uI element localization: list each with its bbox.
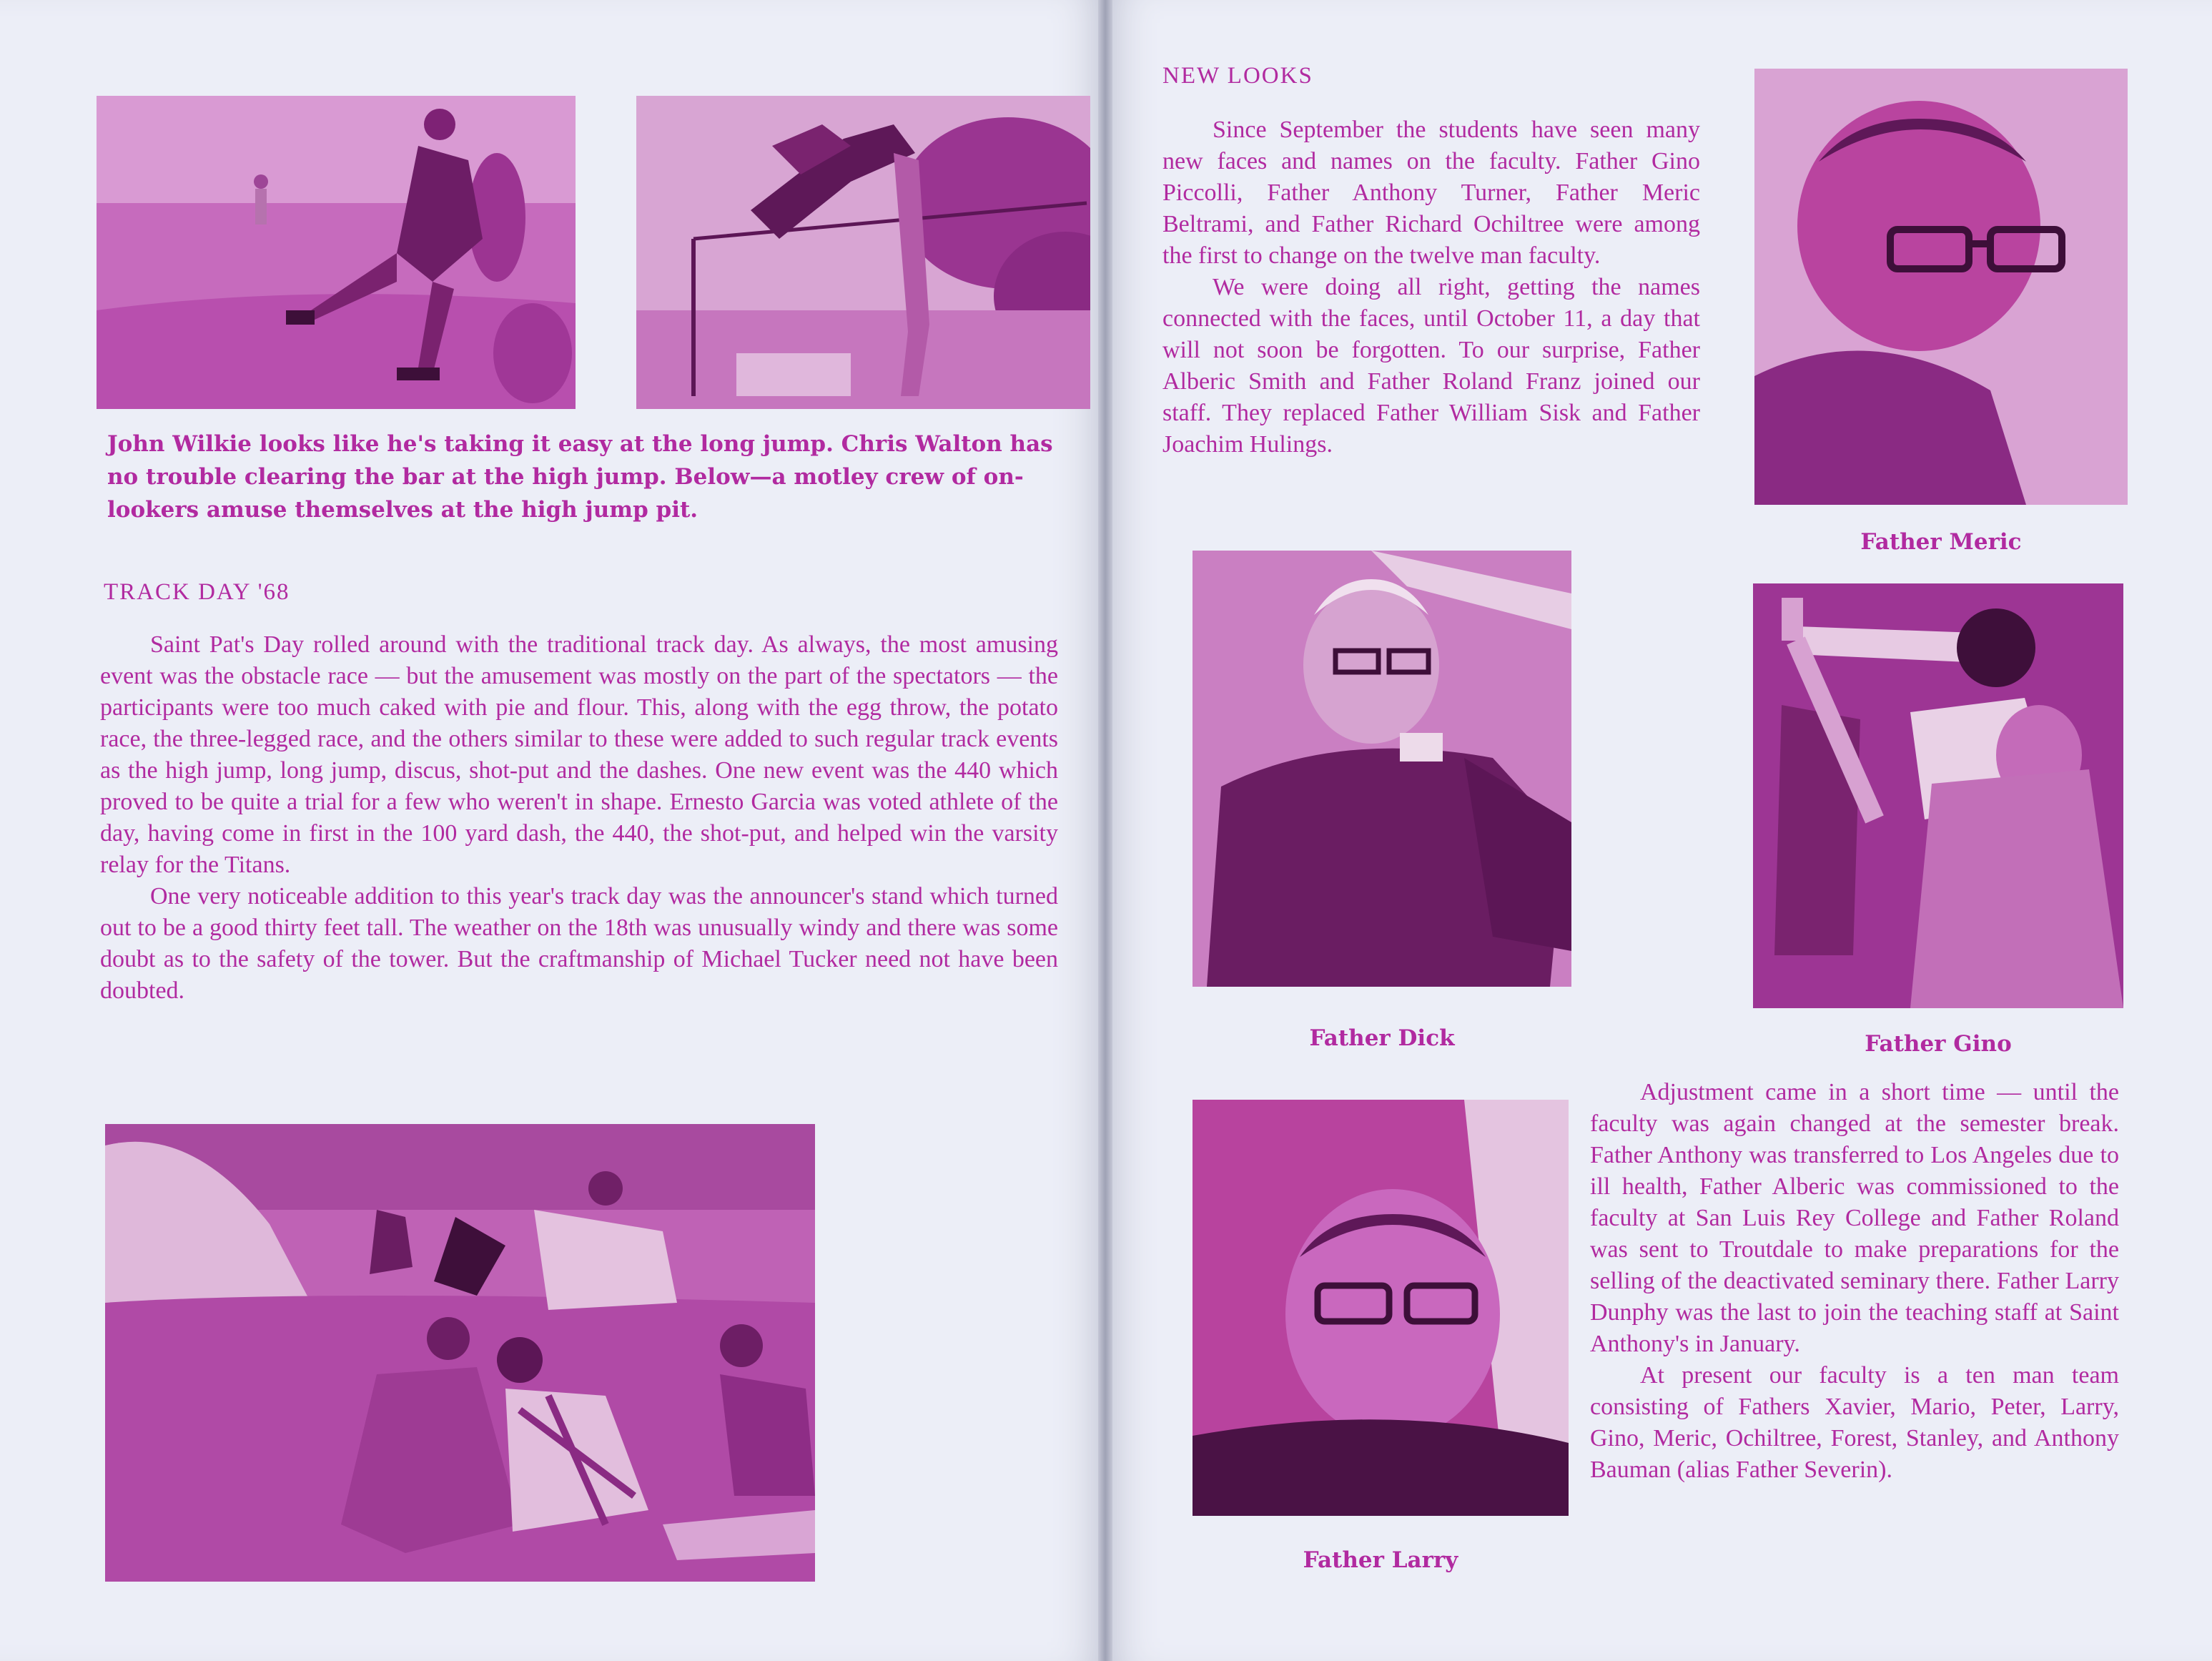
new-looks-paragraph: We were doing all right, getting the names connected with the faces, until October 11, a day that will not soon be forgotten. To our surprise, Father Alberic Smith and Father Roland Franz joined our staff. They replaced Father William Sisk and Father Joachim Hulings. [1162,274,1700,458]
booklet-gutter [1098,0,1112,1661]
photo-spectators-on-grass [105,1124,815,1582]
caption-father-dick: Father Dick [1309,1025,1455,1051]
new-looks-heading: NEW LOOKS [1162,63,1313,89]
caption-father-gino: Father Gino [1865,1031,2012,1057]
right-page [1112,0,2212,1661]
left-page [0,0,1098,1661]
top-photos-caption: John Wilkie looks like he's taking it easy at the long jump. Chris Walton has no trouble clearing the bar at the high jump. Below—a motley crew of on-lookers amuse themselves at the high jump pit. [107,431,1053,523]
photo-father-meric [1754,69,2128,505]
adjustment-body [1590,1077,2119,1486]
photo-father-dick [1193,551,1571,987]
new-looks-paragraph: Since September the students have seen many new faces and names on the faculty. Father Gino Piccolli, Father Anthony Turner, Father Meric Beltrami, and Father Richard Ochiltree were among the first to change on the twelve man faculty. [1162,117,1700,269]
track-day-body [100,629,1058,1007]
adjustment-paragraph: At present our faculty is a ten man team consisting of Fathers Xavier, Mario, Peter, Larry, Gino, Meric, Ochiltree, Forest, Stanley, and Anthony Bauman (alias Father Severin). [1590,1362,2119,1483]
adjustment-paragraph: Adjustment came in a short time — until the faculty was again changed at the semester break. Father Anthony was transferred to Los Angeles due to ill health, Father Alberic was commissioned to the faculty at San Luis Rey College and Father Roland was sent to Troutdale to make preparations for the selling of the deactivated seminary there. Father Larry Dunphy was the last to join the teaching staff at Saint Anthony's in January. [1590,1079,2119,1357]
track-day-paragraph: Saint Pat's Day rolled around with the traditional track day. As always, the most amusing event was the obstacle race — but the amusement was mostly on the part of the spectators — the participants were too much caked with pie and flour. This, along with the egg throw, the potato race, the three-legged race, and the others similar to these were added to such regular track events as the high jump, long jump, discus, shot-put and the dashes. One new event was the 440 which proved to be quite a trial for a few who weren't in shape. Ernesto Garcia was voted athlete of the day, having come in first in the 100 yard dash, the 440, the shot-put, and helped win the varsity relay for the Titans. [100,631,1058,878]
photo-long-jump [97,96,576,409]
caption-father-meric: Father Meric [1860,529,2022,555]
photo-high-jump [636,96,1090,409]
photo-father-larry [1193,1100,1569,1516]
track-day-paragraph: One very noticeable addition to this year's track day was the announcer's stand which turned out to be a good thirty feet tall. The weather on the 18th was unusually windy and there was some doubt as to the safety of the tower. But the craftmanship of Michael Tucker need not have been doubted. [100,883,1058,1004]
caption-father-larry: Father Larry [1303,1547,1458,1573]
track-day-heading: TRACK DAY '68 [104,579,290,605]
new-looks-body [1162,114,1700,460]
photo-father-gino [1753,583,2123,1008]
